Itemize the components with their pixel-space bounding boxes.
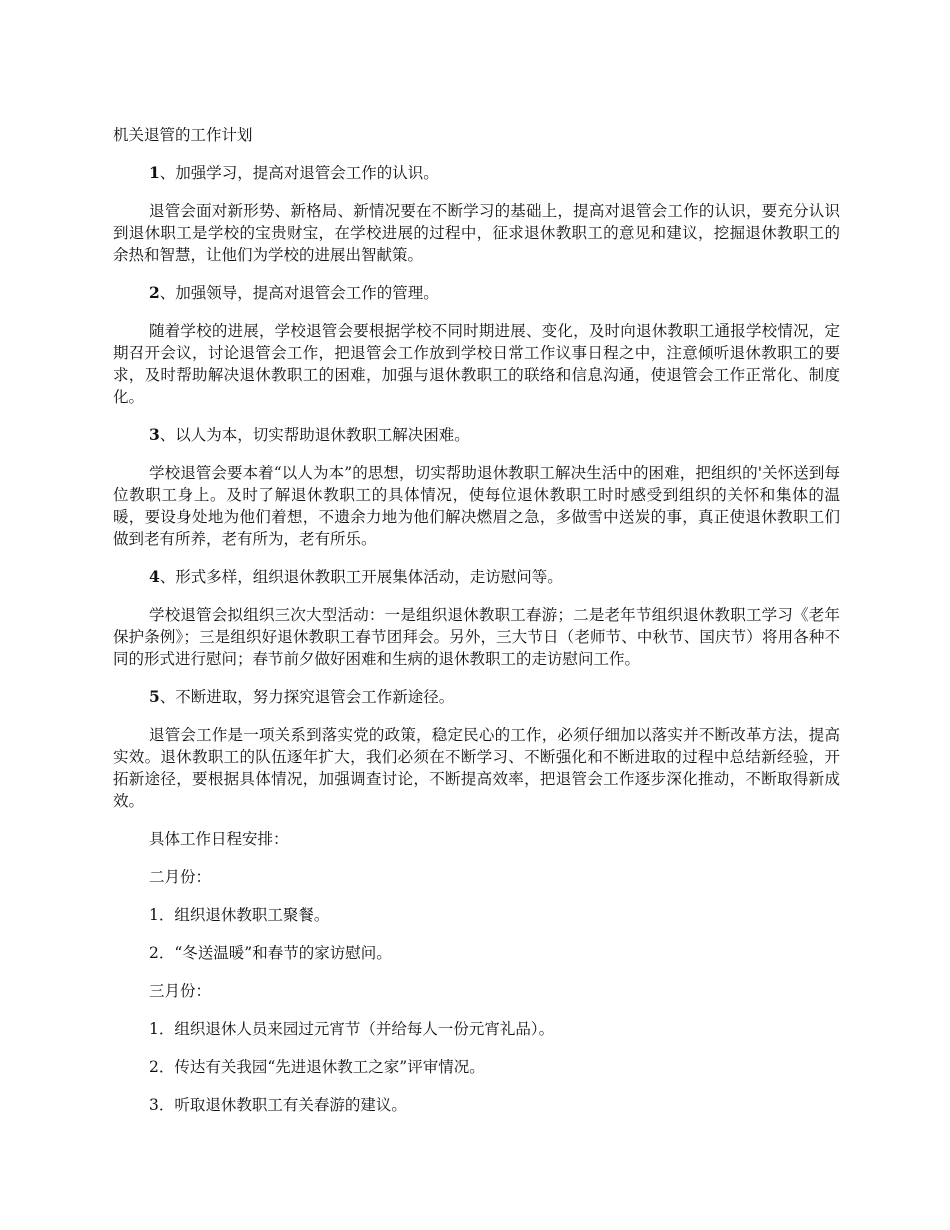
section-body-5: 退管会工作是一项关系到落实党的政策，稳定民心的工作，必须仔细加以落实并不断改革方法，提高实效。退休教职工的队伍逐年扩大，我们必须在不断学习、不断强化和不断进取的过程中总结新经验，开拓新途径，要根据具体情况，加强调查讨论，不断提高效率，把退管会工作逐步深化推动，不断取得新成效。 — [113, 726, 840, 810]
schedule-item: 1．组织退休人员来园过元宵节（并给每人一份元宵礼品）。 — [149, 1020, 555, 1038]
document-title: 机关退管的工作计划 — [113, 126, 253, 144]
section-heading-text: 、以人为本，切实帮助退休教职工解决困难。 — [159, 426, 470, 444]
section-number: 4 — [149, 567, 160, 586]
section-heading-5 — [113, 686, 840, 708]
section-number: 3 — [149, 425, 160, 444]
schedule-mar-label: 三月份： — [149, 982, 212, 1000]
section-number: 1 — [149, 163, 160, 182]
section-heading-4 — [113, 566, 840, 588]
section-number: 5 — [149, 687, 160, 706]
schedule-item: 1．组织退休教职工聚餐。 — [149, 906, 330, 924]
document-page — [113, 124, 840, 1132]
section-heading-1 — [113, 162, 840, 184]
section-heading-text: 、加强学习，提高对退管会工作的认识。 — [159, 164, 439, 182]
section-heading-2 — [113, 282, 840, 304]
schedule-heading: 具体工作日程安排： — [149, 830, 289, 848]
section-heading-3 — [113, 424, 840, 446]
schedule-item: 2．传达有关我园“先进退休教工之家”评审情况。 — [149, 1058, 485, 1076]
section-heading-text: 、不断进取，努力探究退管会工作新途径。 — [159, 688, 455, 706]
section-body-3: 学校退管会要本着“以人为本”的思想，切实帮助退休教职工解决生活中的困难，把组织的'关怀送到每位教职工身上。及时了解退休教职工的具体情况，使每位退休教职工时时感受到组织的关怀和集体的温暖，要设身处地为他们着想，不遗余力地为他们解决燃眉之急，多做雪中送炭的事，真正使退休教职工们做到老有所养，老有所为，老有所乐。 — [113, 464, 840, 548]
schedule-item: 2．“冬送温暖”和春节的家访慰问。 — [149, 944, 392, 962]
section-number: 2 — [149, 283, 160, 302]
schedule-feb-label: 二月份： — [149, 868, 212, 886]
section-body-2: 随着学校的进展，学校退管会要根据学校不同时期进展、变化，及时向退休教职工通报学校情况，定期召开会议，讨论退管会工作，把退管会工作放到学校日常工作议事日程之中，注意倾听退休教职工的要求，及时帮助解决退休教职工的困难，加强与退休教职工的联络和信息沟通，使退管会工作正常化、制度化。 — [113, 322, 840, 406]
section-heading-text: 、加强领导，提高对退管会工作的管理。 — [159, 284, 439, 302]
section-body-1: 退管会面对新形势、新格局、新情况要在不断学习的基础上，提高对退管会工作的认识，要充分认识到退休职工是学校的宝贵财宝，在学校进展的过程中，征求退休教职工的意见和建议，挖掘退休教职工的余热和智慧，让他们为学校的进展出智献策。 — [113, 202, 840, 264]
section-body-4: 学校退管会拟组织三次大型活动：一是组织退休教职工春游；二是老年节组织退休教职工学习《老年保护条例》；三是组织好退休教职工春节团拜会。另外，三大节日（老师节、中秋节、国庆节）将用各种不同的形式进行慰问；春节前夕做好困难和生病的退休教职工的走访慰问工作。 — [113, 606, 840, 668]
schedule-item: 3．听取退休教职工有关春游的建议。 — [149, 1096, 407, 1114]
section-heading-text: 、形式多样，组织退休教职工开展集体活动，走访慰问等。 — [159, 568, 563, 586]
